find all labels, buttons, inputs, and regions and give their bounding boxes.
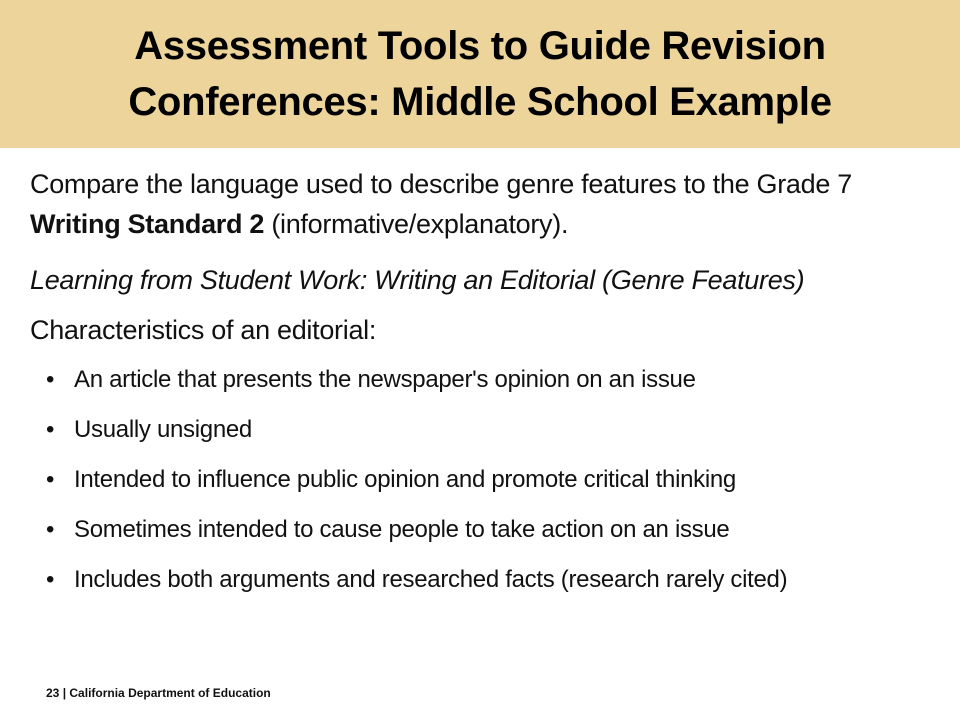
list-item-text: An article that presents the newspaper's opinion on an issue	[74, 366, 696, 393]
bullet-icon: •	[46, 366, 55, 393]
footer-separator: |	[59, 686, 70, 700]
bullet-icon: •	[46, 416, 55, 443]
list-item-text: Intended to influence public opinion and promote critical thinking	[74, 466, 736, 493]
source-title: Learning from Student Work: Writing an Editorial (Genre Features)	[30, 265, 805, 295]
slide-footer	[46, 686, 271, 700]
list-item-text: Sometimes intended to cause people to take action on an issue	[74, 516, 730, 543]
characteristics-heading: Characteristics of an editorial:	[30, 315, 377, 345]
title-line-1: Assessment Tools to Guide Revision	[134, 24, 826, 68]
list-item	[46, 414, 935, 446]
bullet-icon: •	[46, 566, 55, 593]
list-item	[46, 464, 935, 496]
list-item	[46, 514, 935, 546]
page-number: 23	[46, 686, 60, 700]
footer-organization: California Department of Education	[69, 686, 271, 700]
intro-standard-bold: Writing Standard 2	[30, 209, 265, 239]
intro-paragraph	[30, 164, 935, 244]
bullet-icon: •	[46, 516, 55, 543]
list-item	[46, 564, 935, 596]
intro-text-before: Compare the language used to describe genre features to the Grade 7	[30, 169, 852, 199]
intro-text-after: (informative/explanatory).	[264, 209, 569, 239]
list-item-text: Includes both arguments and researched facts (research rarely cited)	[74, 566, 788, 593]
characteristics-list	[30, 364, 935, 596]
slide-body	[30, 164, 935, 614]
title-line-2: Conferences: Middle School Example	[128, 80, 832, 124]
title-band	[0, 0, 960, 148]
bullet-icon: •	[46, 466, 55, 493]
slide-title	[128, 18, 831, 130]
list-item	[46, 364, 935, 396]
list-item-text: Usually unsigned	[74, 416, 252, 443]
